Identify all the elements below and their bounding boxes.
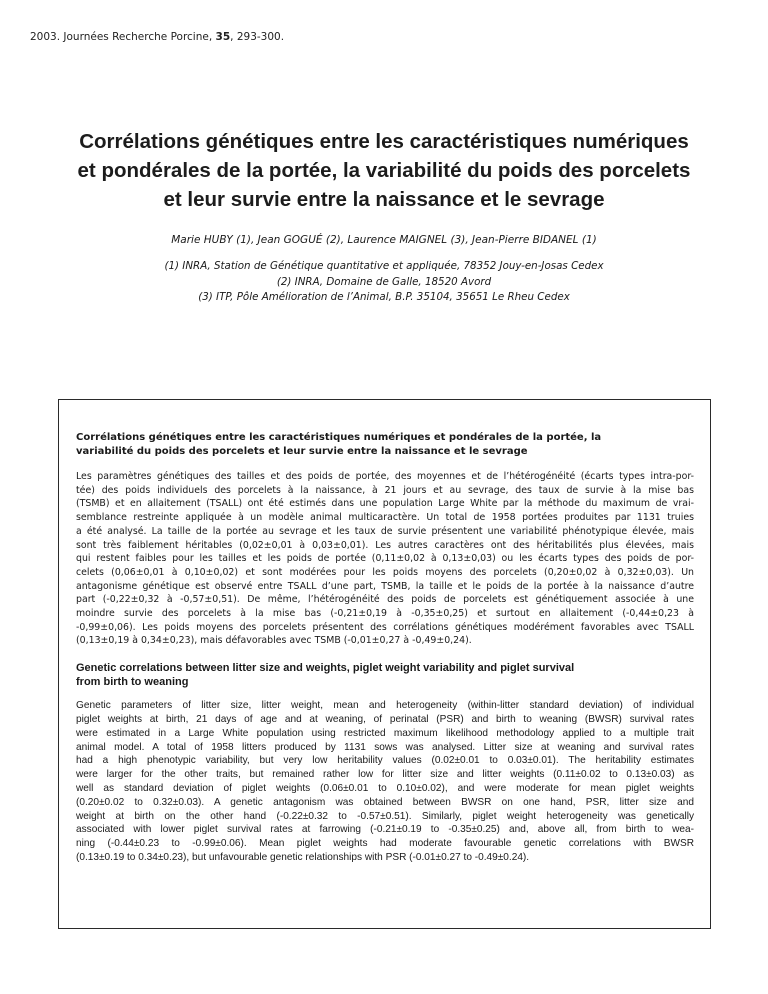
citation-volume: 35 [215,31,231,43]
text-line: (0.13±0.19 to 0.34±0.23), but unfavourable genetic relationships with PSR (-0.01±0.27 to -0.49±0.24). [76,851,530,863]
text-line: part (-0,22±0,32 à -0,57±0,51). De même, l’hétérogénéité des poids de porcelets est génétiquement associée à une [76,594,694,606]
affiliation: (3) ITP, Pôle Amélioration de l’Animal, B.P. 35104, 35651 Le Rheu Cedex [198,291,570,303]
text-line: (TSMB) et en allaitement (TSALL) ont été estimés dans une population Large White par la méthode du maximum de vrai- [76,498,694,510]
text-line: animal model. A total of 1958 litters produced by 1131 sows was analysed. Litter size at weaning and survival rates [76,741,694,753]
heading-line: variabilité du poids des porcelets et leur survie entre la naissance et le sevrage [76,446,528,457]
text-line: celets (0,06±0,01 à 0,10±0,02) et sont modérées pour les poids moyens des porcelets (0,20±0,02 à 0,32±0,03). Un [76,566,694,578]
text-line: had a high phenotypic variability, but very low heritability values (0.02±0.01 to 0.03±0.01). The heritability estimates [76,755,694,767]
text-line: piglet weights at birth, 21 days of age and at weaning, of perinatal (PSR) and birth to weaning (BWSR) survival rates [76,713,694,725]
text-line: were larger for the other traits, but remained rather low for litter size and litter weights (0.11±0.02 to 0.13±0.03) as [76,769,694,781]
text-line: antagonisme génétique est observé entre TSALL d’une part, TSMB, la taille et le poids de la portée à la naissance d’autre [76,580,694,592]
abstract-content [76,431,694,865]
text-line: associated with lower piglet survival rates at farrowing (-0.21±0.19 to -0.35±0.25) and, above all, from birth to wea- [76,824,694,836]
abstract-fr-text [76,470,694,648]
text-line: Genetic parameters of litter size, litter weight, mean and heterogeneity (within-litter standard deviation) of individual [76,700,694,712]
title-line: et pondérales de la portée, la variabilité du poids des porcelets [77,159,691,182]
heading-line: Corrélations génétiques entre les caractéristiques numériques et pondérales de la portée, la [76,432,602,443]
affiliation: (1) INRA, Station de Génétique quantitative et appliquée, 78352 Jouy-en-Josas Cedex [164,260,604,272]
paper-title [40,127,728,214]
text-line: a été analysé. La taille de la portée au sevrage et les taux de survie présentent une variabilité phénotypique élevée, mais [76,525,694,537]
text-line: qui restent faibles pour les tailles et les poids de portée (0,11±0,02 à 0,13±0,03) ou les écarts types des poids de por- [76,553,694,565]
heading-line: from birth to weaning [76,676,189,689]
text-line: weight at birth on the other hand (-0.22±0.32 to -0.57±0.51). Similarly, piglet weight heterogeneity was genetically [76,810,694,822]
citation-prefix: 2003. Journées Recherche Porcine, [30,31,216,43]
text-line: semblance restreinte appliquée à un modèle animal multicaractère. Un total de 1958 portées produites par 1131 truies [76,512,694,524]
abstract-fr-heading [76,431,694,459]
abstract-box [58,399,711,929]
text-line: were estimated in a Large White population using restricted maximum likelihood methodology applied to a multiple trait [76,727,694,739]
text-line: well as standard deviation of piglet weights (0.06±0.01 to 0.10±0.02), and were moderate for mean piglet weights [76,782,694,794]
text-line: ning (-0.44±0.23 to -0.99±0.06). Mean piglet weights had moderate favourable genetic correlations with BWSR [76,838,694,850]
text-line: (0.20±0.02 to 0.32±0.03). A genetic antagonism was obtained between BWSR on one hand, PSR, litter size and [76,796,694,808]
affiliation-list [40,259,728,306]
text-line: (0,13±0,19 à 0,34±0,23), mais défavorables avec TSMB (-0,01±0,27 à -0,49±0,24). [76,635,472,647]
text-line: Les paramètres génétiques des tailles et des poids de portée, des moyennes et de l’hétérogénéité (écarts types intra-por- [76,471,694,482]
abstract-en-text [76,699,694,865]
title-line: et leur survie entre la naissance et le sevrage [163,188,605,211]
citation-pages: , 293-300. [230,31,285,43]
text-line: -0,99±0,06). Les poids moyens des porcelets présentent des corrélations génétiques modérément favorables avec TSALL [76,621,694,633]
text-line: sont très faiblement héritables (0,02±0,01 à 0,03±0,01). Les autres caractères ont des héritabilités plus élevées, mais [76,539,694,551]
heading-line: Genetic correlations between litter size and weights, piglet weight variability and piglet survival [76,662,575,675]
affiliation: (2) INRA, Domaine de Galle, 18520 Avord [276,275,492,288]
text-line: tée) des poids individuels des porcelets à la naissance, à 21 jours et au sevrage, des taux de survie à la mise bas [76,484,694,496]
citation-header [30,31,284,43]
text-line: moindre survie des porcelets à la mise bas (-0,21±0,19 à -0,35±0,25) et surtout en allaitement (-0,44±0,23 à [76,608,694,620]
title-line: Corrélations génétiques entre les caractéristiques numériques [79,130,689,153]
abstract-en-heading [76,661,694,689]
author-list: Marie HUBY (1), Jean GOGUÉ (2), Laurence MAIGNEL (3), Jean-Pierre BIDANEL (1) [171,234,597,246]
